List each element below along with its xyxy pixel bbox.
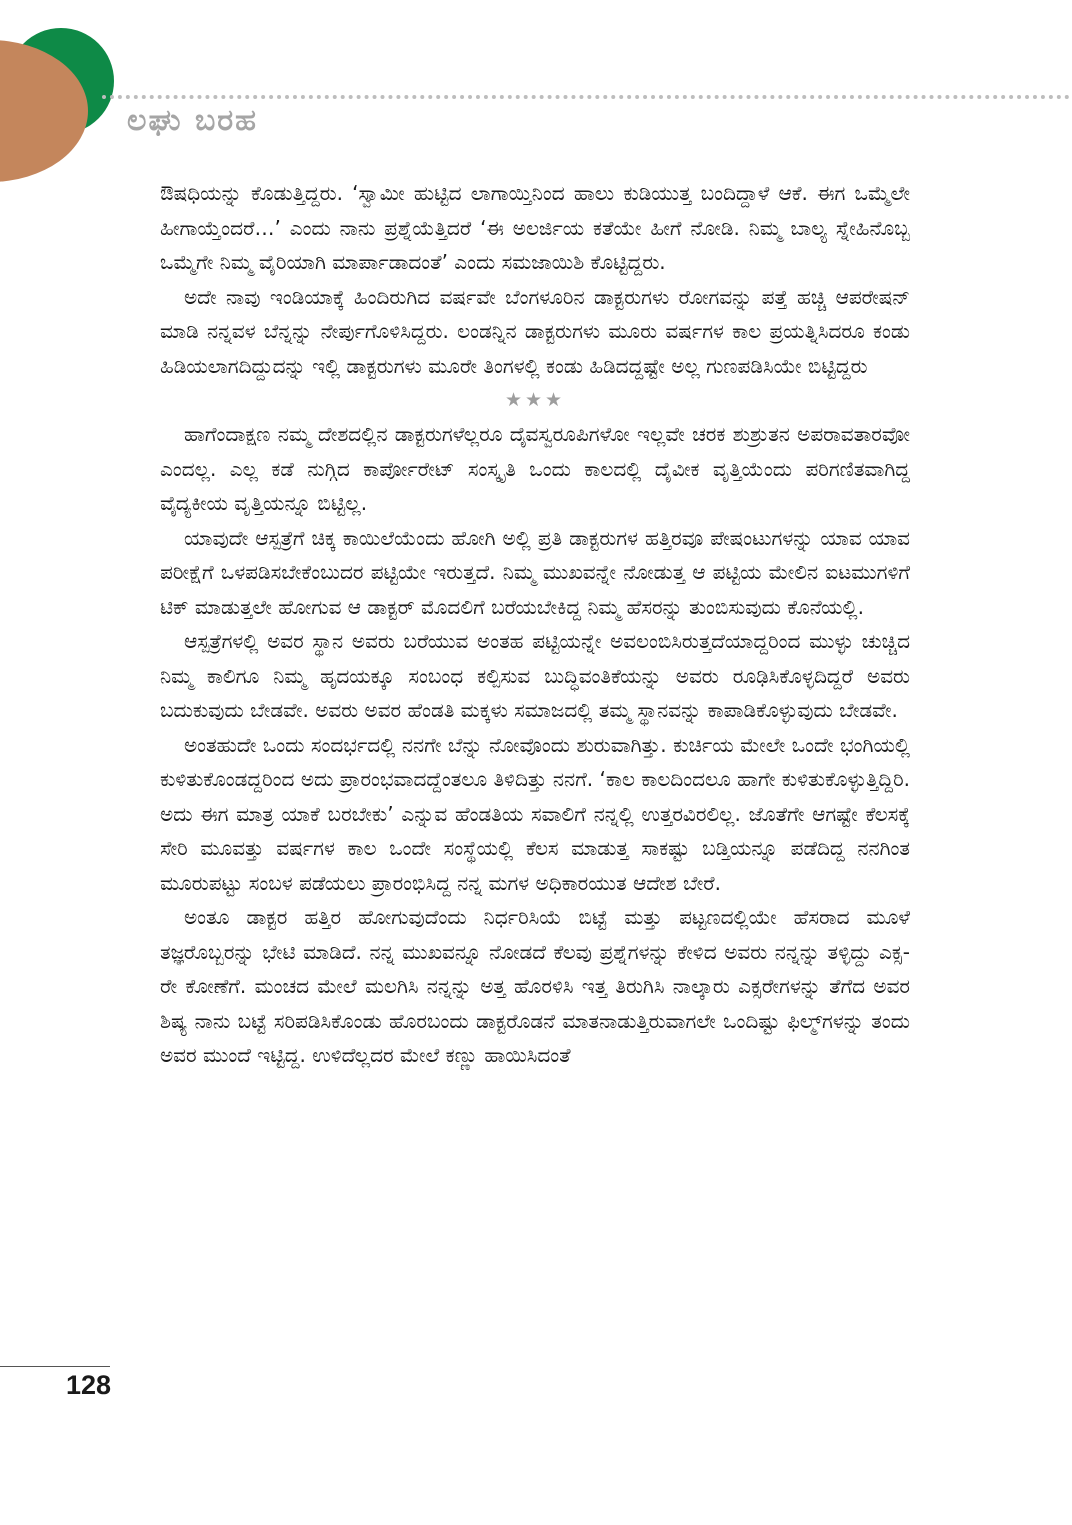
section-separator: ★★★ — [504, 389, 566, 411]
paragraph: ಆಸ್ಪತ್ರೆಗಳಲ್ಲಿ ಅವರ ಸ್ಥಾನ ಅವರು ಬರೆಯುವ ಅಂತಹ ಪಟ್ಟಿಯನ್ನೇ ಅವಲಂಬಿಸಿರುತ್ತದೆಯಾದ್ದರಿಂದ ಮುಳ್ಳು ಚುಚ್ಚಿದ ನಿಮ್ಮ ಕಾಲಿಗೂ ನಿಮ್ಮ ಹೃದಯಕ್ಕೂ ಸಂಬಂಧ ಕಲ್ಪಿಸುವ ಬುದ್ಧಿವಂತಿಕೆಯನ್ನು ಅವರು ರೂಢಿಸಿಕೊಳ್ಳದಿದ್ದರೆ ಅವರು ಬದುಕುವುದು ಬೇಡವೇ. ಅವರು ಅವರ ಹೆಂಡತಿ ಮಕ್ಕಳು ಸಮಾಜದಲ್ಲಿ ತಮ್ಮ ಸ್ಥಾನವನ್ನು ಕಾಪಾಡಿಕೊಳ್ಳುವುದು ಬೇಡವೇ. — [160, 629, 910, 722]
paragraph: ಅಂತೂ ಡಾಕ್ಟರ ಹತ್ತಿರ ಹೋಗುವುದೆಂದು ನಿರ್ಧರಿಸಿಯೆ ಬಿಟ್ಟೆ ಮತ್ತು ಪಟ್ಟಣದಲ್ಲಿಯೇ ಹೆಸರಾದ ಮೂಳೆ ತಜ್ಞರೊಬ್ಬರನ್ನು ಭೇಟಿ ಮಾಡಿದೆ. ನನ್ನ ಮುಖವನ್ನೂ ನೋಡದೆ ಕೆಲವು ಪ್ರಶ್ನೆಗಳನ್ನು ಕೇಳಿದ ಅವರು ನನ್ನನ್ನು ತಳ್ಳಿದ್ದು ಎಕ್ಸ-ರೇ ಕೋಣೆಗೆ. ಮಂಚದ ಮೇಲೆ ಮಲಗಿಸಿ ನನ್ನನ್ನು ಅತ್ತ ಹೊರಳಿಸಿ ಇತ್ತ ತಿರುಗಿಸಿ ನಾಲ್ಕಾರು ಎಕ್ಸರೇಗಳನ್ನು ತೆಗೆದ ಅವರ ಶಿಷ್ಯ ನಾನು ಬಟ್ಟೆ ಸರಿಪಡಿಸಿಕೊಂಡು ಹೊರಬಂದು ಡಾಕ್ಟರೊಡನೆ ಮಾತನಾಡುತ್ತಿರುವಾಗಲೇ ಒಂದಿಷ್ಟು ಫಿಲ್ಮ್‌ಗಳನ್ನು ತಂದು ಅವರ ಮುಂದೆ ಇಟ್ಟಿದ್ದ. ಉಳಿದೆಲ್ಲದರ ಮೇಲೆ ಕಣ್ಣು ಹಾಯಿಸಿದಂತೆ — [160, 905, 910, 1067]
paragraph: ಅದೇ ನಾವು ಇಂಡಿಯಾಕ್ಕೆ ಹಿಂದಿರುಗಿದ ವರ್ಷವೇ ಬೆಂಗಳೂರಿನ ಡಾಕ್ಟರುಗಳು ರೋಗವನ್ನು ಪತ್ತೆ ಹಚ್ಚಿ ಆಪರೇಷನ್ ಮಾಡಿ ನನ್ನವಳ ಬೆನ್ನನ್ನು ನೇರ್ಪುಗೊಳಿಸಿದ್ದರು. ಲಂಡನ್ನಿನ ಡಾಕ್ಟರುಗಳು ಮೂರು ವರ್ಷಗಳ ಕಾಲ ಪ್ರಯತ್ನಿಸಿದರೂ ಕಂಡು ಹಿಡಿಯಲಾಗದಿದ್ದುದನ್ನು ಇಲ್ಲಿ ಡಾಕ್ಟರುಗಳು ಮೂರೇ ತಿಂಗಳಲ್ಲಿ ಕಂಡು ಹಿಡಿದದ್ದಷ್ಟೇ ಅಲ್ಲ ಗುಣಪಡಿಸಿಯೇ ಬಿಟ್ಟಿದ್ದರು — [160, 284, 910, 378]
paragraph: ಹಾಗೆಂದಾಕ್ಷಣ ನಮ್ಮ ದೇಶದಲ್ಲಿನ ಡಾಕ್ಟರುಗಳೆಲ್ಲರೂ ದೈವಸ್ವರೂಪಿಗಳೋ ಇಲ್ಲವೇ ಚರಕ ಶುಶ್ರುತನ ಅಪರಾವತಾರವೋ ಎಂದಲ್ಲ. ಎಲ್ಲ ಕಡೆ ನುಗ್ಗಿದ ಕಾರ್ಪೋರೇಟ್ ಸಂಸ್ಕೃತಿ ಒಂದು ಕಾಲದಲ್ಲಿ ದೈವೀಕ ವೃತ್ತಿಯೆಂದು ಪರಿಗಣಿತವಾಗಿದ್ದ ವೈದ್ಯಕೀಯ ವೃತ್ತಿಯನ್ನೂ ಬಿಟ್ಟಿಲ್ಲ. — [160, 422, 910, 515]
paragraph: ಔಷಧಿಯನ್ನು ಕೊಡುತ್ತಿದ್ದರು. ‘ಸ್ವಾಮೀ ಹುಟ್ಟಿದ ಲಾಗಾಯ್ತಿನಿಂದ ಹಾಲು ಕುಡಿಯುತ್ತ ಬಂದಿದ್ದಾಳೆ ಆಕೆ. ಈಗ ಒಮ್ಮೆಲೇ ಹೀಗಾಯ್ತೆಂದರೆ…’ ಎಂದು ನಾನು ಪ್ರಶ್ನೆಯೆತ್ತಿದರೆ ‘ಈ ಅಲರ್ಜಿಯ ಕತೆಯೇ ಹೀಗೆ ನೋಡಿ. ನಿಮ್ಮ ಬಾಲ್ಯ ಸ್ನೇಹಿನೊಬ್ಬ ಒಮ್ಮೆಗೇ ನಿಮ್ಮ ವೈರಿಯಾಗಿ ಮಾರ್ಪಾಡಾದಂತೆ’ ಎಂದು ಸಮಜಾಯಿಶಿ ಕೊಟ್ಟಿದ್ದರು. — [160, 181, 910, 274]
section-title: ಲಘು ಬರಹ — [127, 103, 258, 138]
footer-rule — [0, 1366, 110, 1367]
page-number: 128 — [66, 1370, 112, 1400]
paragraph: ಅಂತಹುದೇ ಒಂದು ಸಂದರ್ಭದಲ್ಲಿ ನನಗೇ ಬೆನ್ನು ನೋವೊಂದು ಶುರುವಾಗಿತ್ತು. ಕುರ್ಚಿಯ ಮೇಲೇ ಒಂದೇ ಭಂಗಿಯಲ್ಲಿ ಕುಳಿತುಕೊಂಡದ್ದರಿಂದ ಅದು ಪ್ರಾರಂಭವಾದದ್ದೆಂತಲೂ ತಿಳಿದಿತ್ತು ನನಗೆ. ‘ಕಾಲ ಕಾಲದಿಂದಲೂ ಹಾಗೇ ಕುಳಿತುಕೊಳ್ಳುತ್ತಿದ್ದಿರಿ. ಅದು ಈಗ ಮಾತ್ರ ಯಾಕೆ ಬರಬೇಕು’ ಎನ್ನುವ ಹೆಂಡತಿಯ ಸವಾಲಿಗೆ ನನ್ನಲ್ಲಿ ಉತ್ತರವಿರಲಿಲ್ಲ. ಜೊತೆಗೇ ಆಗಷ್ಟೇ ಕೆಲಸಕ್ಕೆ ಸೇರಿ ಮೂವತ್ತು ವರ್ಷಗಳ ಕಾಲ ಒಂದೇ ಸಂಸ್ಥೆಯಲ್ಲಿ ಕೆಲಸ ಮಾಡುತ್ತ ಸಾಕಷ್ಟು ಬಡ್ತಿಯನ್ನೂ ಪಡೆದಿದ್ದ ನನಗಿಂತ ಮೂರುಪಟ್ಟು ಸಂಬಳ ಪಡೆಯಲು ಪ್ರಾರಂಭಿಸಿದ್ದ ನನ್ನ ಮಗಳ ಅಧಿಕಾರಯುತ ಆದೇಶ ಬೇರೆ. — [160, 732, 910, 895]
page-body — [160, 176, 910, 1073]
header-dotted-rule — [102, 95, 1070, 99]
paragraph: ಯಾವುದೇ ಆಸ್ಪತ್ರೆಗೆ ಚಿಕ್ಕ ಕಾಯಿಲೆಯೆಂದು ಹೋಗಿ ಅಲ್ಲಿ ಪ್ರತಿ ಡಾಕ್ಟರುಗಳ ಹತ್ತಿರವೂ ಪೇಷಂಟುಗಳನ್ನು ಯಾವ ಯಾವ ಪರೀಕ್ಷೆಗೆ ಒಳಪಡಿಸಬೇಕೆಂಬುದರ ಪಟ್ಟಿಯೇ ಇರುತ್ತದೆ. ನಿಮ್ಮ ಮುಖವನ್ನೇ ನೋಡುತ್ತ ಆ ಪಟ್ಟಿಯ ಮೇಲಿನ ಐಟಮುಗಳಿಗೆ ಟಿಕ್ ಮಾಡುತ್ತಲೇ ಹೋಗುವ ಆ ಡಾಕ್ಟರ್ ಮೊದಲಿಗೆ ಬರೆಯಬೇಕಿದ್ದ ನಿಮ್ಮ ಹೆಸರನ್ನು ತುಂಬಿಸುವುದು ಕೊನೆಯಲ್ಲಿ. — [160, 525, 910, 619]
